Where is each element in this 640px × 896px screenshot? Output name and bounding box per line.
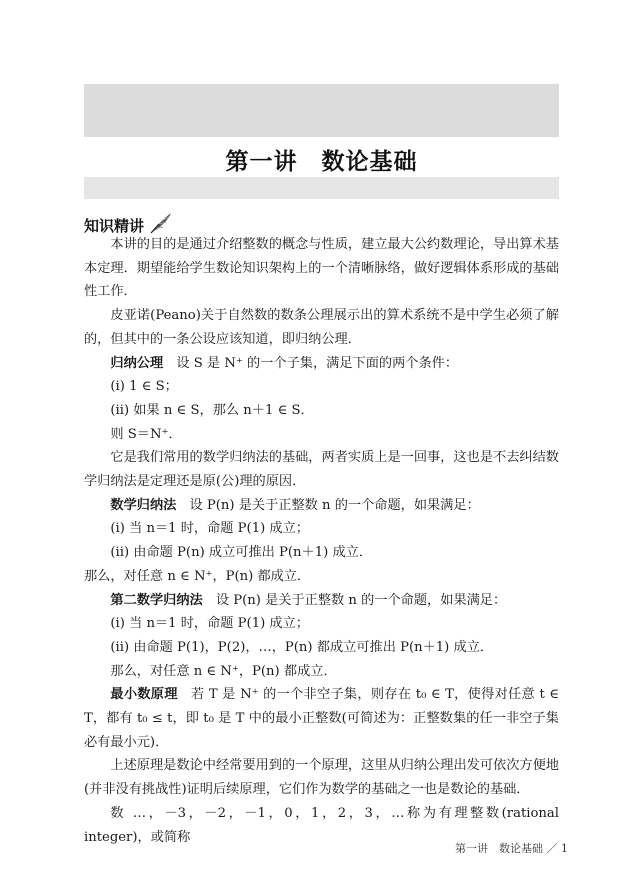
- axiom-condition-2: (ii) 如果 n ∈ S，那么 n＋1 ∈ S．: [110, 402, 314, 418]
- axiom-condition-1: (i) 1 ∈ S；: [110, 379, 178, 395]
- second-induction-statement: 第二数学归纳法 设 P(n) 是关于正整数 n 的一个命题，如果满足：: [110, 592, 507, 608]
- axiom-statement: 归纳公理 设 S 是 N⁺ 的一个子集，满足下面的两个条件：: [110, 355, 459, 371]
- induction-condition-1: (i) 当 n＝1 时，命题 P(1) 成立；: [110, 521, 309, 537]
- paragraph-intro: 本讲的目的是通过介绍整数的概念与性质，建立最大公约数理论，导出算术基本定理．期望能给学生数论知识架构上的一个清晰脉络，做好逻辑体系形成的基础性工作．: [84, 237, 559, 300]
- paragraph-least-number: 最小数原理 若 T 是 N⁺ 的一个非空子集，则存在 t₀ ∈ T，使得对任意 t ∈ T，都有 t₀ ≤ t，即 t₀ 是 T 中的最小正整数(可简述为：正整数集的任一非空子集必有最小元)．: [84, 687, 560, 750]
- induction-condition-2: (ii) 由命题 P(n) 成立可推出 P(n＋1) 成立．: [110, 545, 373, 561]
- paragraph-closing: 上述原理是数论中经常要用到的一个原理，这里从归纳公理出发可依次方便地(并非没有挑战性)证明后续原理，它们作为数学的基础之一也是数论的基础．: [84, 758, 559, 798]
- page-footer: 第一讲 数论基础 ／ 1: [455, 842, 568, 855]
- chapter-title: 第一讲 数论基础: [225, 149, 418, 175]
- second-induction-conclusion: 那么，对任意 n ∈ N⁺，P(n) 都成立．: [110, 663, 337, 679]
- paragraph-integers: 数 …，－3，－2，－1，0，1，2，3，…称为有理整数(rational integer)，或简称: [84, 805, 559, 845]
- term-induction: 数学归纳法: [110, 497, 177, 513]
- paragraph-basis: 它是我们常用的数学归纳法的基础，两者实质上是一回事，这也是不去纠结数学归纳法是定理还是原(公)理的原因．: [84, 450, 559, 490]
- body-text: [84, 233, 559, 849]
- second-induction-condition-2: (ii) 由命题 P(1)，P(2)，…，P(n) 都成立可推出 P(n＋1) 成立．: [110, 639, 494, 655]
- section-label: 知识精讲: [84, 216, 145, 235]
- term-second-induction: 第二数学归纳法: [110, 592, 203, 608]
- second-induction-condition-1: (i) 当 n＝1 时，命题 P(1) 成立；: [110, 616, 309, 632]
- term-induction-axiom: 归纳公理: [110, 355, 164, 371]
- induction-statement: 数学归纳法 设 P(n) 是关于正整数 n 的一个命题，如果满足：: [110, 497, 480, 513]
- induction-conclusion: 那么，对任意 n ∈ N⁺，P(n) 都成立．: [84, 568, 311, 584]
- paragraph-peano: 皮亚诺(Peano)关于自然数的数条公理展示出的算术系统不是中学生必须了解的，但其中的一条公设应该知道，即归纳公理．: [84, 308, 559, 347]
- axiom-conclusion: 则 S＝N⁺．: [110, 426, 182, 442]
- term-least-number: 最小数原理: [110, 687, 178, 703]
- header-band: [84, 84, 559, 137]
